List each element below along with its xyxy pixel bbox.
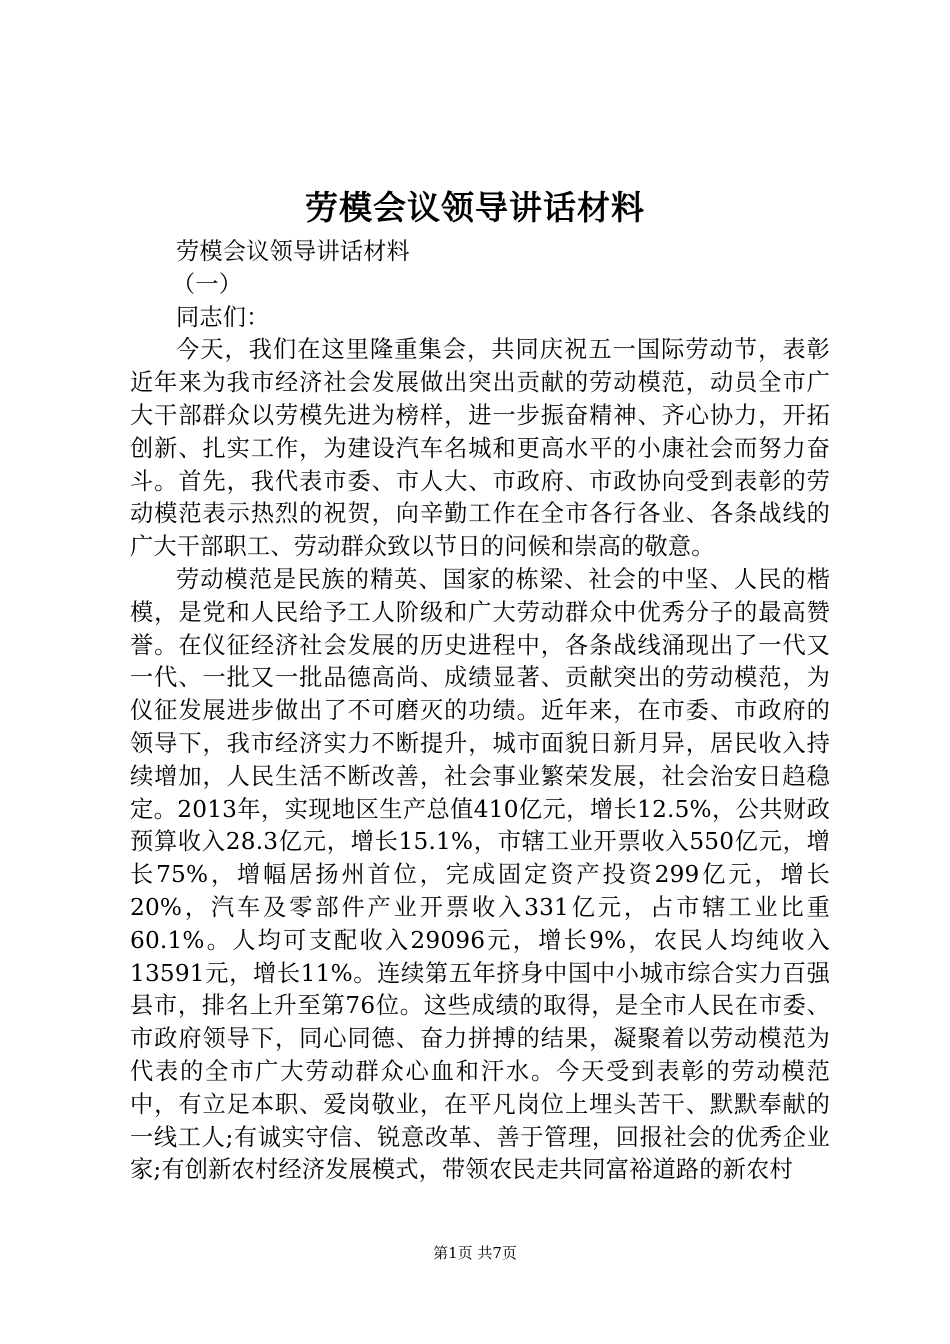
- page-footer: 第1页 共7页: [433, 1244, 517, 1262]
- paragraph-2: 劳动模范是民族的精英、国家的栋梁、社会的中坚、人民的楷模，是党和人民给予工人阶级和广大劳动群众中优秀分子的最高赞誉。在仪征经济社会发展的历史进程中，各条战线涌现出了一代又一代、一批又一批品德高尚、成绩显著、贡献突出的劳动模范，为仪征发展进步做出了不可磨灭的功绩。近年来，在市委、市政府的领导下，我市经济实力不断提升，城市面貌日新月异，居民收入持续增加，人民生活不断改善，社会事业繁荣发展，社会治安日趋稳定。2013年，实现地区生产总值410亿元，增长12.5%，公共财政预算收入28.3亿元，增长15.1%，市辖工业开票收入550亿元，增长75%，增幅居扬州首位，完成固定资产投资299亿元，增长20%，汽车及零部件产业开票收入331亿元，占市辖工业比重60.1%。人均可支配收入29096元，增长9%，农民人均纯收入13591元，增长11%。连续第五年挤身中国中小城市综合实力百强县市，排名上升至第76位。这些成绩的取得，是全市人民在市委、市政府领导下，同心同德、奋力拼搏的结果，凝聚着以劳动模范为代表的全市广大劳动群众心血和汗水。今天受到表彰的劳动模范中，有立足本职、爱岗敬业，在平凡岗位上埋头苦干、默默奉献的一线工人;有诚实守信、锐意改革、善于管理，回报社会的优秀企业家;有创新农村经济发展模式，带领农民走共同富裕道路的新农村: [130, 565, 830, 1184]
- document-body: [130, 236, 830, 1187]
- document-title: 劳模会议领导讲话材料: [305, 188, 645, 227]
- paragraph-1: 今天，我们在这里隆重集会，共同庆祝五一国际劳动节，表彰近年来为我市经济社会发展做出突出贡献的劳动模范，动员全市广大干部群众以劳模先进为榜样，进一步振奋精神、齐心协力，开拓创新、扎实工作，为建设汽车名城和更高水平的小康社会而努力奋斗。首先，我代表市委、市人大、市政府、市政协向受到表彰的劳动模范表示热烈的祝贺，向辛勤工作在全市各行各业、各条战线的广大干部职工、劳动群众致以节日的问候和崇高的敬意。: [130, 336, 830, 561]
- salutation: 同志们：: [176, 303, 270, 331]
- section-number: （一）: [172, 270, 243, 298]
- document-subtitle: 劳模会议领导讲话材料: [176, 238, 410, 265]
